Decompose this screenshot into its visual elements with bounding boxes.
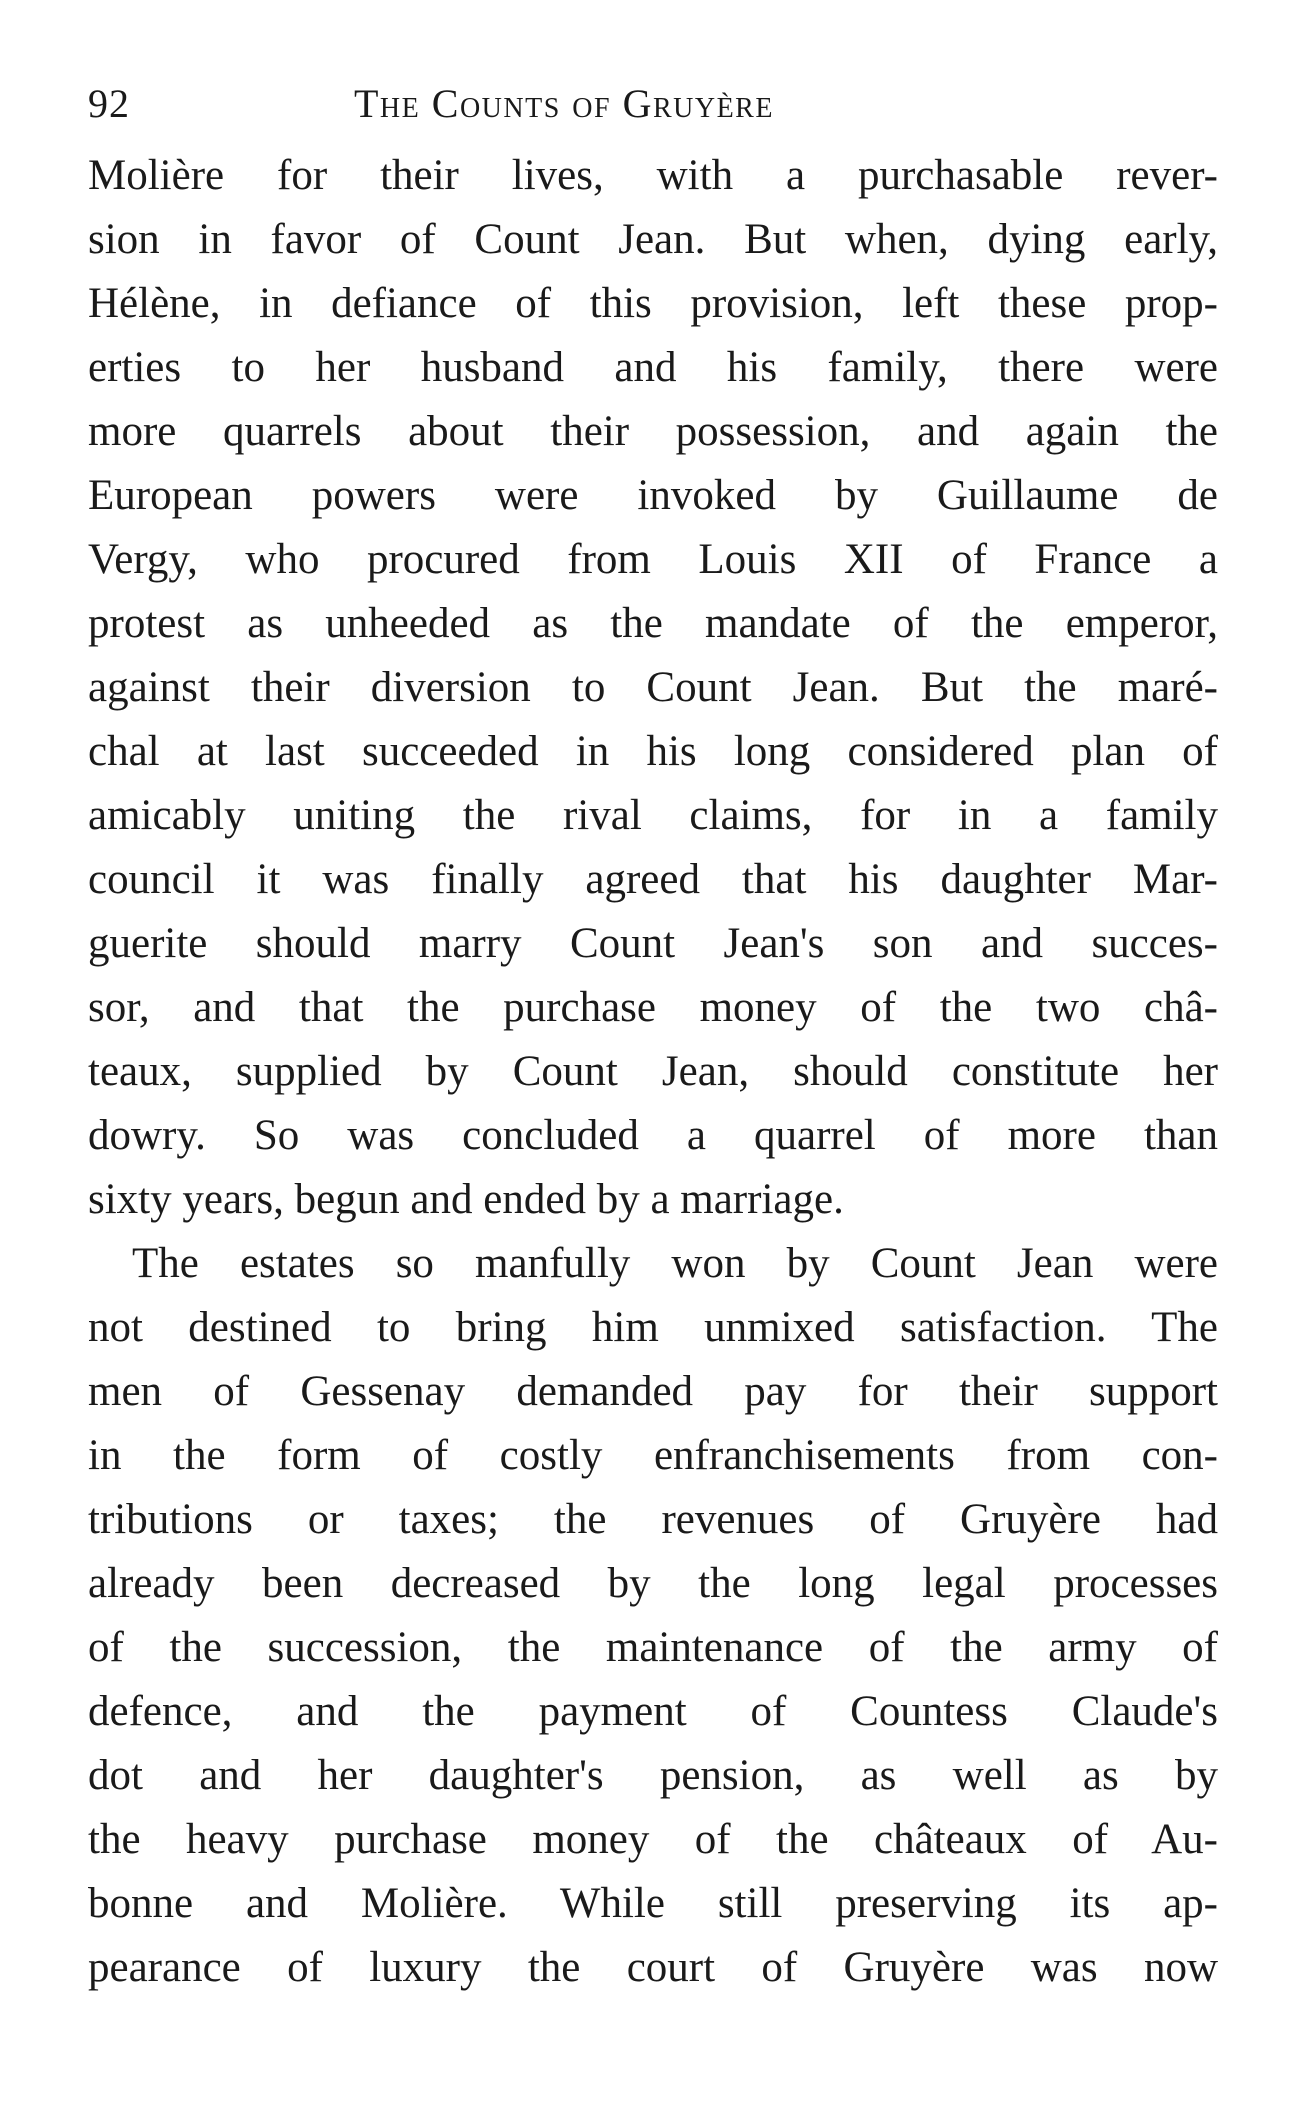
text-line: dot and her daughter's pension, as well as by: [88, 1752, 1218, 1799]
text-line: sixty years, begun and ended by a marriage.: [88, 1176, 844, 1223]
text-line: already been decreased by the long legal processes: [88, 1560, 1218, 1607]
running-head: [88, 72, 1218, 136]
text-line: Molière for their lives, with a purchasable rever-: [88, 152, 1218, 199]
text-line: The estates so manfully won by Count Jean were: [132, 1240, 1218, 1287]
running-title: The Counts of Gruyère: [354, 81, 774, 126]
text-line: chal at last succeeded in his long considered plan of: [88, 728, 1218, 775]
text-line: Vergy, who procured from Louis XII of France a: [88, 536, 1218, 583]
text-line: in the form of costly enfranchisements from con-: [88, 1432, 1218, 1479]
text-line: teaux, supplied by Count Jean, should constitute her: [88, 1048, 1218, 1095]
text-line: defence, and the payment of Countess Claude's: [88, 1688, 1218, 1735]
text-line: dowry. So was concluded a quarrel of more than: [88, 1112, 1218, 1159]
page-number: 92: [88, 81, 130, 126]
paragraph-1: [88, 144, 1218, 1232]
text-line: Hélène, in defiance of this provision, left these prop-: [88, 280, 1218, 327]
body-text: [88, 144, 1218, 2000]
text-line: erties to her husband and his family, there were: [88, 344, 1218, 391]
text-line: amicably uniting the rival claims, for in a family: [88, 792, 1218, 839]
text-line: against their diversion to Count Jean. But the maré-: [88, 664, 1218, 711]
paragraph-2: [88, 1232, 1218, 2000]
text-line: sor, and that the purchase money of the two châ-: [88, 984, 1218, 1031]
text-line: council it was finally agreed that his daughter Mar-: [88, 856, 1218, 903]
text-line: guerite should marry Count Jean's son and succes-: [88, 920, 1218, 967]
text-line: tributions or taxes; the revenues of Gruyère had: [88, 1496, 1218, 1543]
text-line: men of Gessenay demanded pay for their support: [88, 1368, 1218, 1415]
text-line: protest as unheeded as the mandate of the emperor,: [88, 600, 1218, 647]
text-line: bonne and Molière. While still preserving its ap-: [88, 1880, 1218, 1927]
text-line: the heavy purchase money of the châteaux of Au-: [88, 1816, 1218, 1863]
text-line: not destined to bring him unmixed satisfaction. The: [88, 1304, 1218, 1351]
text-line: pearance of luxury the court of Gruyère was now: [88, 1944, 1218, 1991]
text-line: of the succession, the maintenance of the army of: [88, 1624, 1218, 1671]
text-line: European powers were invoked by Guillaume de: [88, 472, 1218, 519]
text-line: sion in favor of Count Jean. But when, dying early,: [88, 216, 1218, 263]
text-line: more quarrels about their possession, and again the: [88, 408, 1218, 455]
